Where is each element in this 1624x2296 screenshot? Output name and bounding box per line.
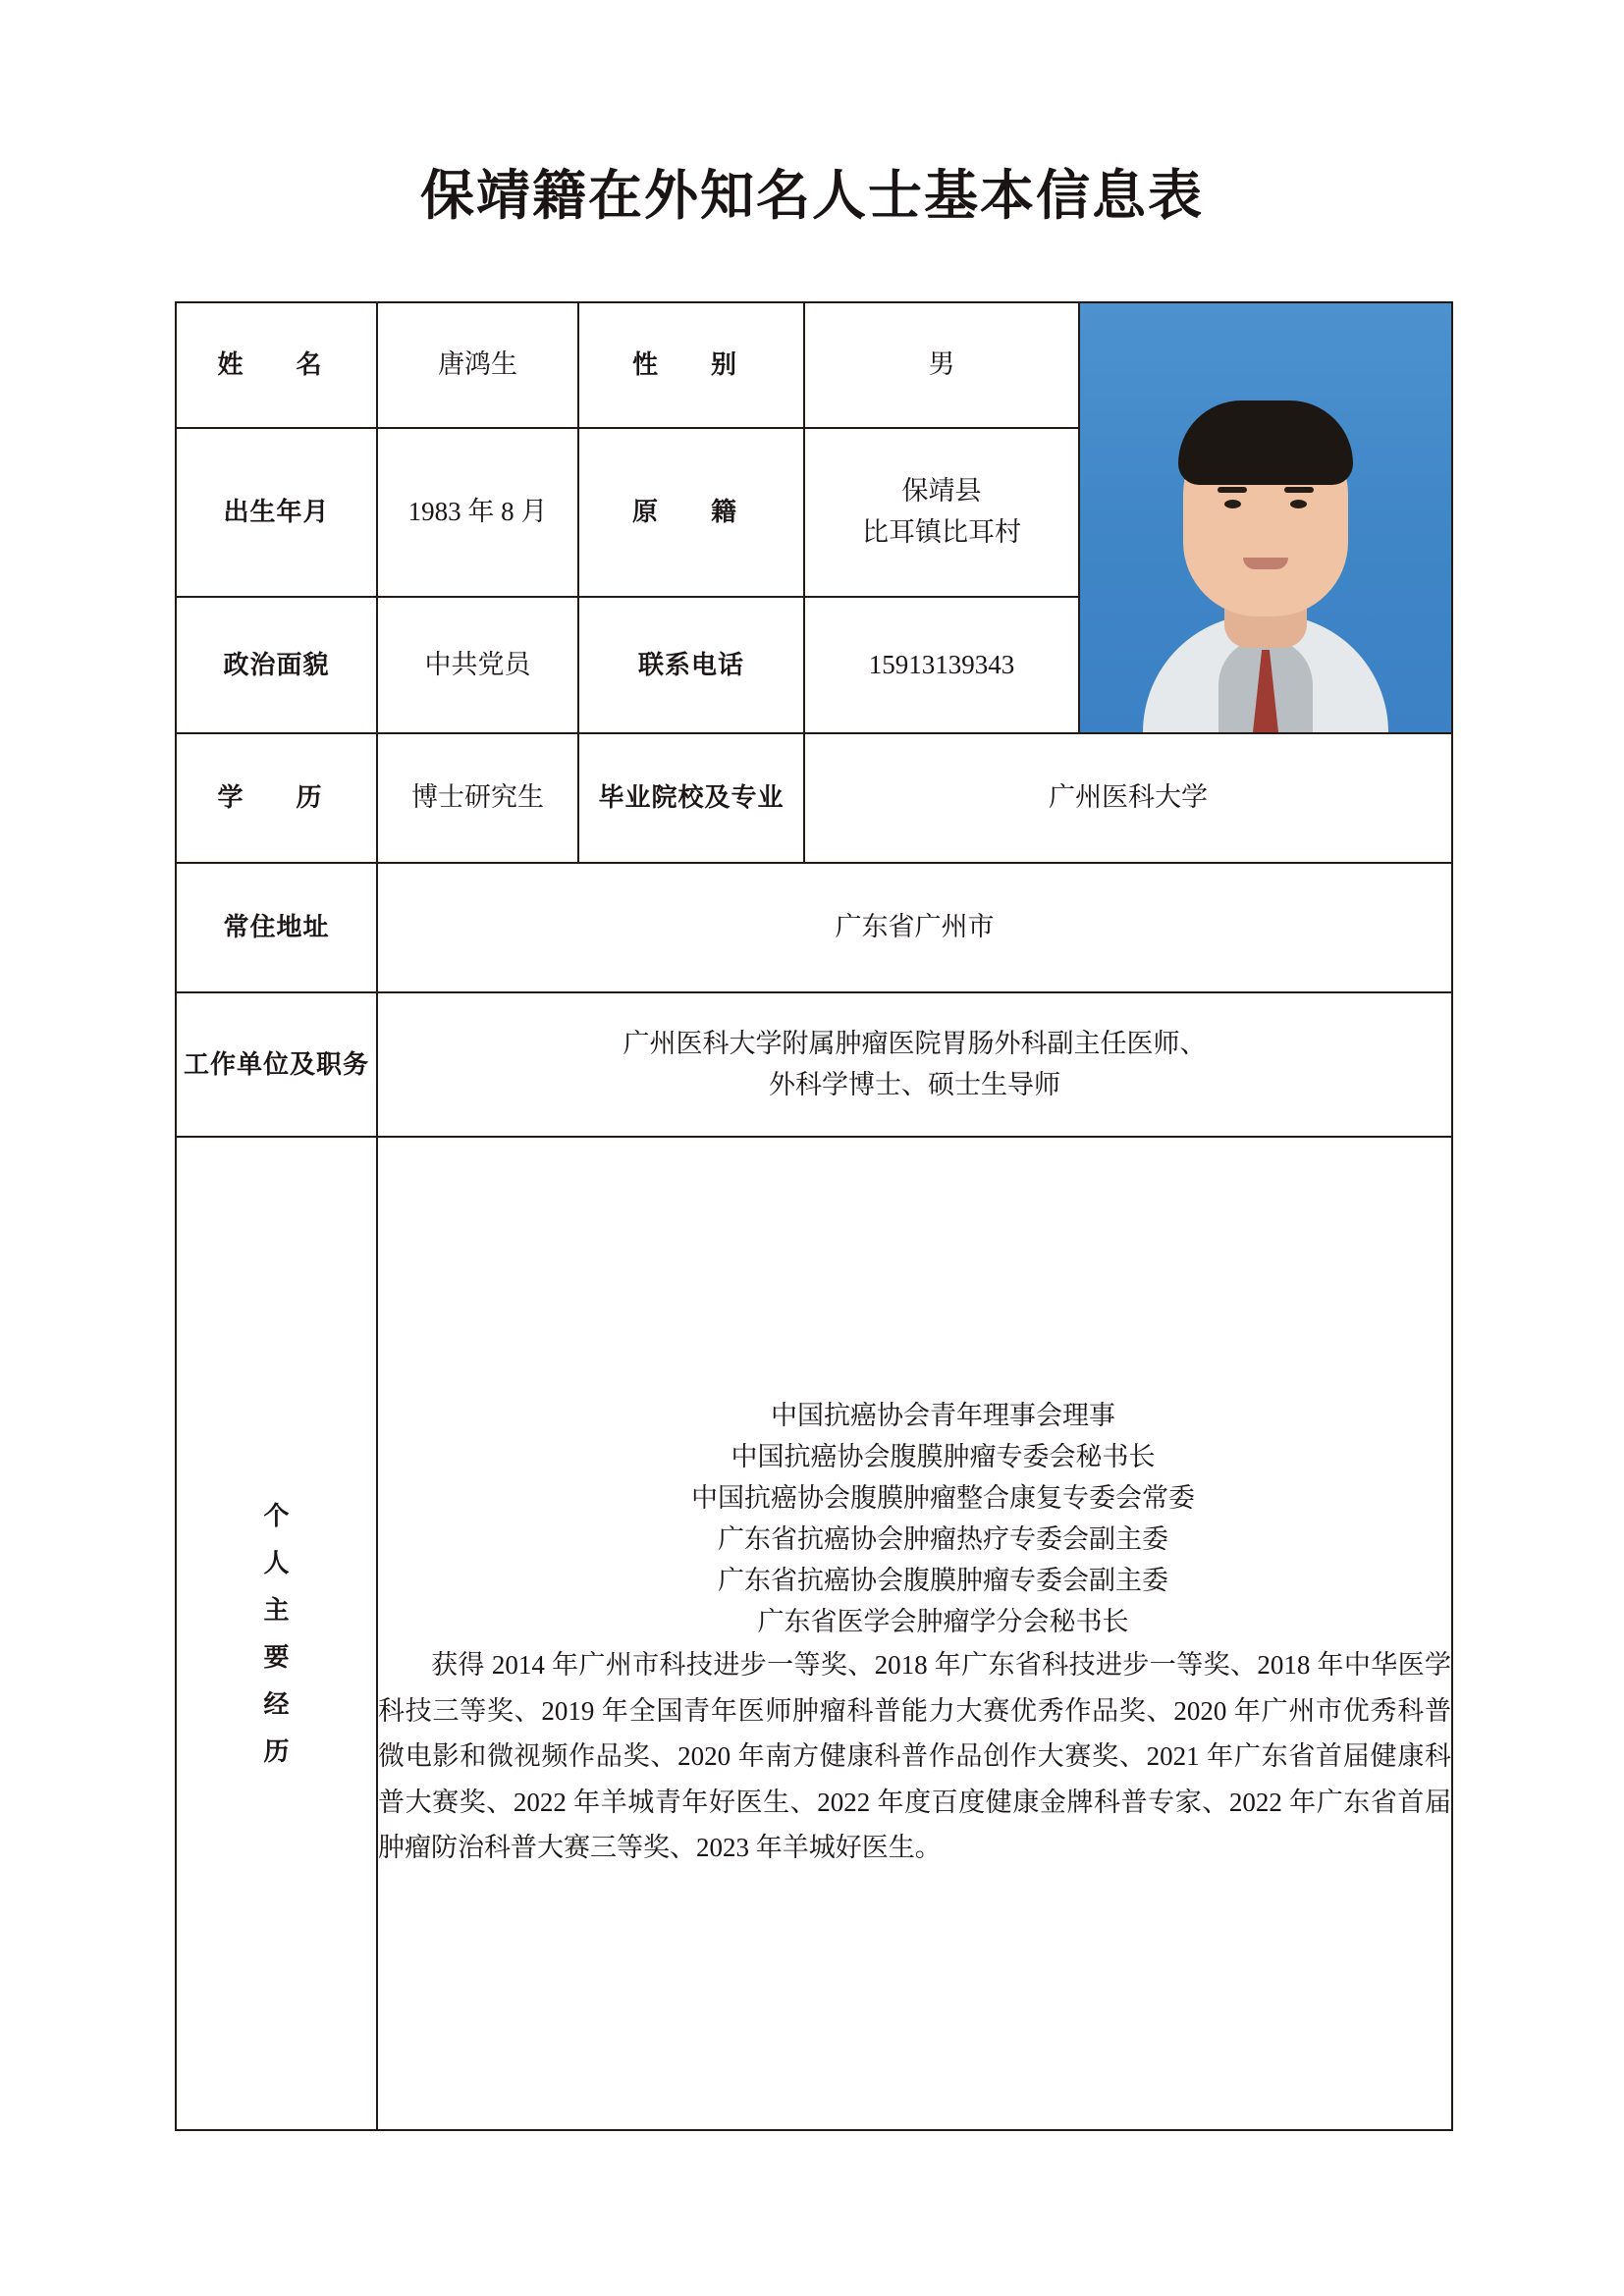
list-item: 中国抗癌协会腹膜肿瘤整合康复专委会常委 (691, 1483, 1195, 1514)
value-school-major: 广州医科大学 (1049, 782, 1208, 813)
label-experience-char-5: 经 (263, 1689, 290, 1720)
label-work-unit: 工作单位及职务 (183, 1048, 369, 1079)
photo-eyebrow-right (1284, 487, 1314, 493)
cell-address-value (377, 863, 1452, 992)
table-row-name (176, 302, 1452, 428)
cell-address-label (176, 863, 377, 992)
value-address: 广东省广州市 (835, 912, 995, 942)
cell-birth-value (377, 428, 578, 597)
photo-eye-left (1224, 500, 1241, 508)
page-title: 保靖籍在外知名人士基本信息表 (419, 166, 1204, 226)
label-experience-char-1: 个 (263, 1500, 290, 1530)
list-item: 中国抗癌协会青年理事会理事 (771, 1401, 1115, 1431)
photo-eye-right (1290, 500, 1307, 508)
cell-origin-label (578, 428, 804, 597)
value-work-line-2: 外科学博士、硕士生导师 (769, 1069, 1060, 1099)
cell-name-label (176, 302, 377, 428)
value-origin-county: 保靖县 (901, 476, 982, 507)
value-education: 博士研究生 (411, 782, 544, 813)
cell-name-value (377, 302, 578, 428)
label-experience-char-2: 人 (263, 1547, 290, 1577)
table-row-experience (176, 1137, 1452, 2130)
cell-work-value (377, 992, 1452, 1137)
label-name: 姓 名 (217, 349, 336, 380)
cell-school-label (578, 733, 804, 863)
list-item: 中国抗癌协会腹膜肿瘤专委会秘书长 (731, 1442, 1156, 1472)
list-item: 广东省抗癌协会肿瘤热疗专委会副主委 (718, 1523, 1168, 1554)
value-political-status: 中共党员 (424, 649, 531, 679)
label-experience (177, 1492, 376, 1776)
table-row-address (176, 863, 1452, 992)
cell-school-value (804, 733, 1452, 863)
label-experience-char-6: 历 (263, 1736, 290, 1767)
label-birth-date: 出生年月 (223, 497, 330, 527)
photo-hair (1178, 400, 1353, 485)
value-work-line-1: 广州医科大学附属肿瘤医院胃肠外科副主任医师、 (623, 1028, 1207, 1058)
label-gender: 性 别 (631, 349, 750, 380)
label-education: 学 历 (217, 782, 336, 813)
label-origin: 原 籍 (631, 497, 750, 527)
value-name: 唐鸿生 (438, 349, 517, 380)
cell-education-label (176, 733, 377, 863)
cell-experience-label (176, 1137, 377, 2130)
value-origin-village: 比耳镇比耳村 (862, 517, 1021, 548)
cell-origin-value (804, 428, 1079, 597)
experience-position-list (435, 1396, 1451, 1642)
label-experience-char-4: 要 (263, 1642, 290, 1672)
table-row-education (176, 733, 1452, 863)
label-phone: 联系电话 (637, 649, 744, 679)
table-row-work (176, 992, 1452, 1137)
value-gender: 男 (928, 349, 955, 380)
label-address: 常住地址 (223, 912, 330, 942)
experience-awards-paragraph: 获得 2014 年广州市科技进步一等奖、2018 年广东省科技进步一等奖、2018 年中华医学科技三等奖、2019 年全国青年医师肿瘤科普能力大赛优秀作品奖、2020 年广州市优秀科普微电影和微视频作品奖、2020 年南方健康科普作品创作大赛奖、2021 年广东省首届健康科普大赛奖、2022 年羊城青年好医生、2022 年度百度健康金牌科普专家、2022 年广东省首届肿瘤防治科普大赛三等奖、2023 年羊城好医生。 (378, 1650, 1451, 1863)
cell-phone-label (578, 597, 804, 733)
cell-photo (1079, 302, 1452, 733)
cell-experience-value (377, 1137, 1452, 2130)
cell-education-value (377, 733, 578, 863)
list-item: 广东省抗癌协会腹膜肿瘤专委会副主委 (718, 1565, 1168, 1595)
label-school-major: 毕业院校及专业 (598, 782, 785, 813)
cell-phone-value (804, 597, 1079, 733)
photo-mouth (1243, 558, 1288, 569)
cell-gender-label (578, 302, 804, 428)
cell-political-value (377, 597, 578, 733)
cell-gender-value (804, 302, 1079, 428)
cell-political-label (176, 597, 377, 733)
photo-eyebrow-left (1218, 487, 1247, 493)
portrait-photo (1080, 303, 1451, 732)
value-birth-date: 1983 年 8 月 (407, 497, 548, 527)
cell-work-label (176, 992, 377, 1137)
cell-birth-label (176, 428, 377, 597)
value-phone: 15913139343 (868, 649, 1015, 679)
label-experience-char-3: 主 (263, 1594, 290, 1625)
person-info-table (175, 301, 1453, 2131)
label-political-status: 政治面貌 (223, 649, 330, 679)
list-item: 广东省医学会肿瘤学分会秘书长 (757, 1606, 1129, 1636)
